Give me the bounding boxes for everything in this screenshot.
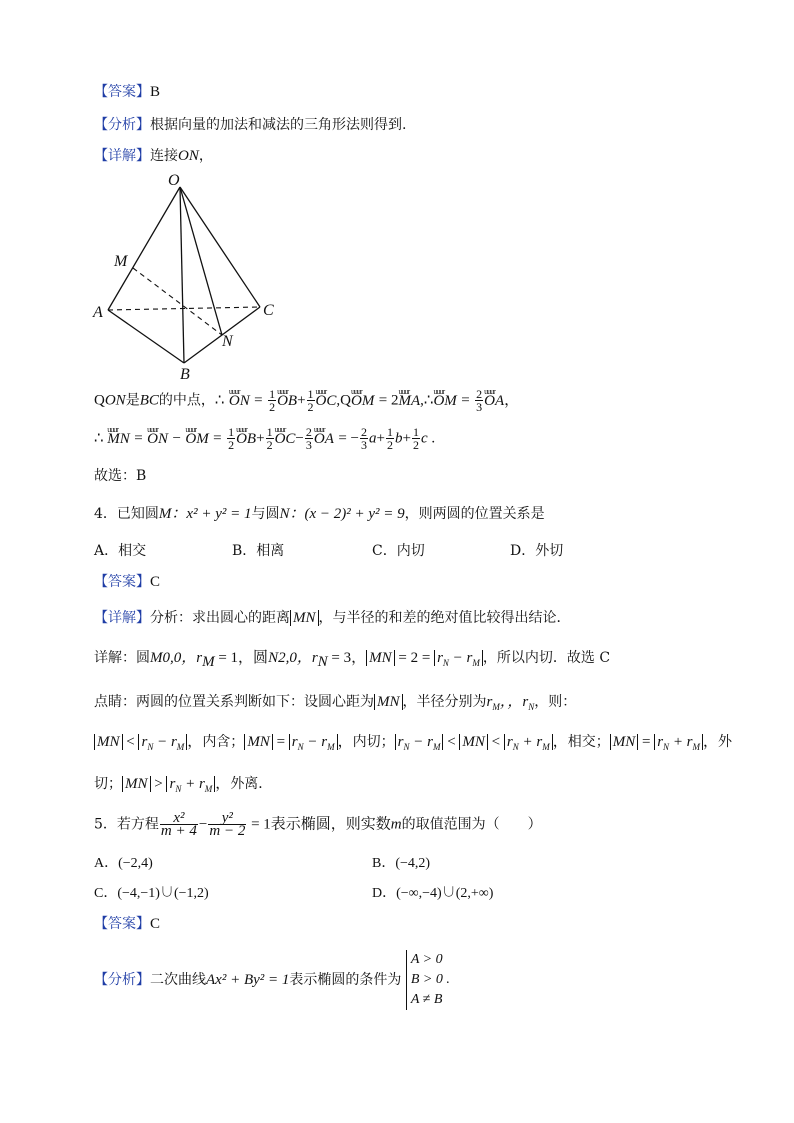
analysis-tag: 【分析】 bbox=[94, 972, 150, 988]
q5-var: m bbox=[390, 816, 402, 833]
q4-rel-1: 内含； bbox=[202, 734, 245, 750]
q5-analysis-b: 表示椭圆的条件为 bbox=[289, 972, 402, 988]
q3-step2: ∴ uuur MN = uuur ON − uuur OM = $\frac{1}{2}$ uuur OB+ $\frac{1}{2}$ uuur OC− $\frac{2}{3}$ uuur OA = − $\frac{2}{3}$ a+ $\frac{1}{2}$ b+ $\frac{1}{2}$ c . bbox=[94, 426, 435, 451]
q5-analysis-line bbox=[94, 950, 450, 1010]
q5-answer: C bbox=[150, 916, 161, 932]
q3-detail-suffix: ， bbox=[198, 148, 213, 164]
q4-eq1: ：x² + y² = 1 bbox=[171, 506, 252, 522]
q3-detail-line bbox=[94, 146, 213, 166]
q4-det2-d: = 2 = bbox=[394, 650, 435, 666]
q5-option-c: C．(−4,−1)∪(−1,2) bbox=[94, 886, 209, 901]
q3-conclusion: 故选：B bbox=[94, 468, 147, 484]
step1-on: ON bbox=[104, 392, 126, 409]
q5-answer-line bbox=[94, 914, 160, 934]
q5-analysis-eq: Ax² + By² = 1 bbox=[206, 972, 290, 988]
q5-cond-1: A > 0 bbox=[410, 952, 443, 967]
q4-eq2: ：(x − 2)² + y² = 9 bbox=[289, 506, 405, 522]
detail-tag: 【详解】 bbox=[94, 610, 150, 626]
edge-AB bbox=[108, 310, 184, 363]
label-N: N bbox=[222, 333, 233, 350]
edge-OC bbox=[180, 187, 260, 307]
q4-option-d: D．外切 bbox=[510, 543, 564, 559]
q4-circle-n: N bbox=[279, 506, 290, 522]
q4-option-a: A．相交 bbox=[94, 543, 147, 559]
q4-note-a: 点睛：两圆的位置关系判断如下：设圆心距为 bbox=[94, 694, 374, 710]
q4-mn-abs-2: MN bbox=[366, 650, 395, 666]
q5-option-b: B．(−4,2) bbox=[372, 856, 431, 871]
q3-analysis-text: 根据向量的加法和减法的三角形法则得到. bbox=[150, 117, 407, 133]
edge-OB bbox=[180, 187, 184, 363]
q4-rel-5b: 外离． bbox=[230, 776, 273, 792]
q4-det2-c: = 3， bbox=[327, 650, 367, 666]
q4-det2-e: ，所以内切．故选 C bbox=[482, 650, 611, 666]
q4-rel-2: 内切； bbox=[352, 734, 395, 750]
q3-detail-prefix: 连接 bbox=[150, 148, 178, 164]
label-O: O bbox=[168, 172, 180, 189]
step1-bc: BC bbox=[139, 392, 159, 409]
edge-OA bbox=[108, 187, 180, 310]
q4-answer: C bbox=[150, 574, 161, 590]
q5-mid: = 1表示椭圆，则实数 bbox=[247, 816, 391, 833]
q5-suffix: 的取值范围为（ ） bbox=[401, 816, 542, 833]
q4-note-c: ，则： bbox=[534, 694, 577, 710]
segment-MN-hidden bbox=[133, 268, 222, 335]
analysis-tag: 【分析】 bbox=[94, 117, 150, 133]
answer-tag: 【答案】 bbox=[94, 84, 150, 100]
q4-prefix: 4．已知圆 bbox=[94, 506, 159, 522]
detail-tag: 【详解】 bbox=[94, 148, 150, 164]
answer-tag: 【答案】 bbox=[94, 574, 150, 590]
q3-detail-on: ON bbox=[178, 148, 199, 164]
label-A: A bbox=[93, 304, 103, 321]
q4-option-b: B．相离 bbox=[232, 543, 285, 559]
label-C: C bbox=[263, 302, 274, 319]
q5-question: 5．若方程 $\frac{\text{x²}}{m + 4}$ − $\frac{\text{y²}}{m - 2}$ = 1表示椭圆，则实数m的取值范围为（ ） bbox=[94, 810, 542, 839]
q5-cond-2: B > 0 . bbox=[410, 972, 450, 987]
q3-step1: QON是BC的中点，∴ uuur ON = $\frac{1}{2}$ uuur OB+ $\frac{1}{2}$ uuur OC,Quuur OM = 2uuur MA,∴uuur OM = $\frac{2}{3}$ uuur OA， bbox=[94, 388, 519, 413]
q4-note-line: 点睛：两圆的位置关系判断如下：设圆心距为 MN ，半径分别为$r_M$，，$r_N$，则： bbox=[94, 694, 577, 712]
q4-detail-a: 分析：求出圆心的距离 bbox=[150, 610, 290, 626]
q4-detail-b: ，与半径的和差的绝对值比较得出结论． bbox=[318, 610, 571, 626]
q4-det2-b: = 1，圆 bbox=[214, 650, 269, 666]
tetrahedron-figure bbox=[88, 165, 288, 380]
label-M: M bbox=[114, 253, 128, 270]
q4-mn-abs-3: MN bbox=[374, 694, 403, 710]
step1-is: 是 bbox=[125, 392, 140, 409]
answer-tag: 【答案】 bbox=[94, 916, 150, 932]
q5-option-d: D．(−∞,−4)∪(2,+∞) bbox=[372, 886, 494, 901]
since-symbol: Q bbox=[94, 392, 105, 409]
q4-detail2-line: 详解：圆M0,0，$r_M = 1$，圆N2,0，$r_N = 3$， MN = $2 = r_N - r_M$ ，所以内切．故选 C bbox=[94, 650, 611, 670]
q3-answer-line bbox=[94, 82, 160, 102]
q4-rel-3: 相交； bbox=[567, 734, 610, 750]
q4-circle-m: M bbox=[158, 506, 172, 522]
q4-rel-line: MN < $r_N - r_M$ ，内含； MN = $r_N - r_M$ ，内切； $r_N - r_M$ < MN < $r_N + r_M$ ，相交； MN = $r_N + r_M$ ，外 bbox=[94, 732, 732, 757]
q4-rel-5a: 切； bbox=[94, 776, 122, 792]
q4-det2-n: N2,0，r bbox=[268, 650, 318, 666]
segment-ON bbox=[180, 187, 222, 335]
q4-rel-line-2: 切； MN > $r_N + r_M$ ，外离． bbox=[94, 776, 273, 794]
q3-answer: B bbox=[150, 84, 161, 100]
q4-rel-4: 外 bbox=[718, 734, 733, 750]
q5-cond-3: A ≠ B bbox=[410, 992, 443, 1007]
q4-suffix: ，则两圆的位置关系是 bbox=[404, 506, 545, 522]
q4-detail-line bbox=[94, 608, 571, 628]
q4-option-c: C．内切 bbox=[372, 543, 425, 559]
q4-question bbox=[94, 504, 545, 524]
q4-with: 与圆 bbox=[251, 506, 280, 522]
q5-condition-brace bbox=[406, 950, 450, 1010]
q5-analysis-a: 二次曲线 bbox=[150, 972, 206, 988]
q4-det2-a: 详解：圆 bbox=[94, 650, 150, 666]
q4-mn-abs: MN bbox=[290, 610, 319, 626]
q5-prefix: 5．若方程 bbox=[94, 816, 159, 833]
label-B: B bbox=[180, 366, 190, 380]
q4-note-b: ，半径分别为 bbox=[402, 694, 487, 710]
step1-midpoint: 的中点， bbox=[158, 392, 215, 409]
q5-option-a: A．(−2,4) bbox=[94, 856, 153, 871]
q4-answer-line bbox=[94, 572, 160, 592]
edge-AC-hidden bbox=[108, 307, 260, 310]
q4-det2-m: M0,0，r bbox=[150, 650, 203, 666]
q3-analysis-line bbox=[94, 115, 406, 135]
therefore-symbol: ∴ bbox=[214, 392, 225, 409]
